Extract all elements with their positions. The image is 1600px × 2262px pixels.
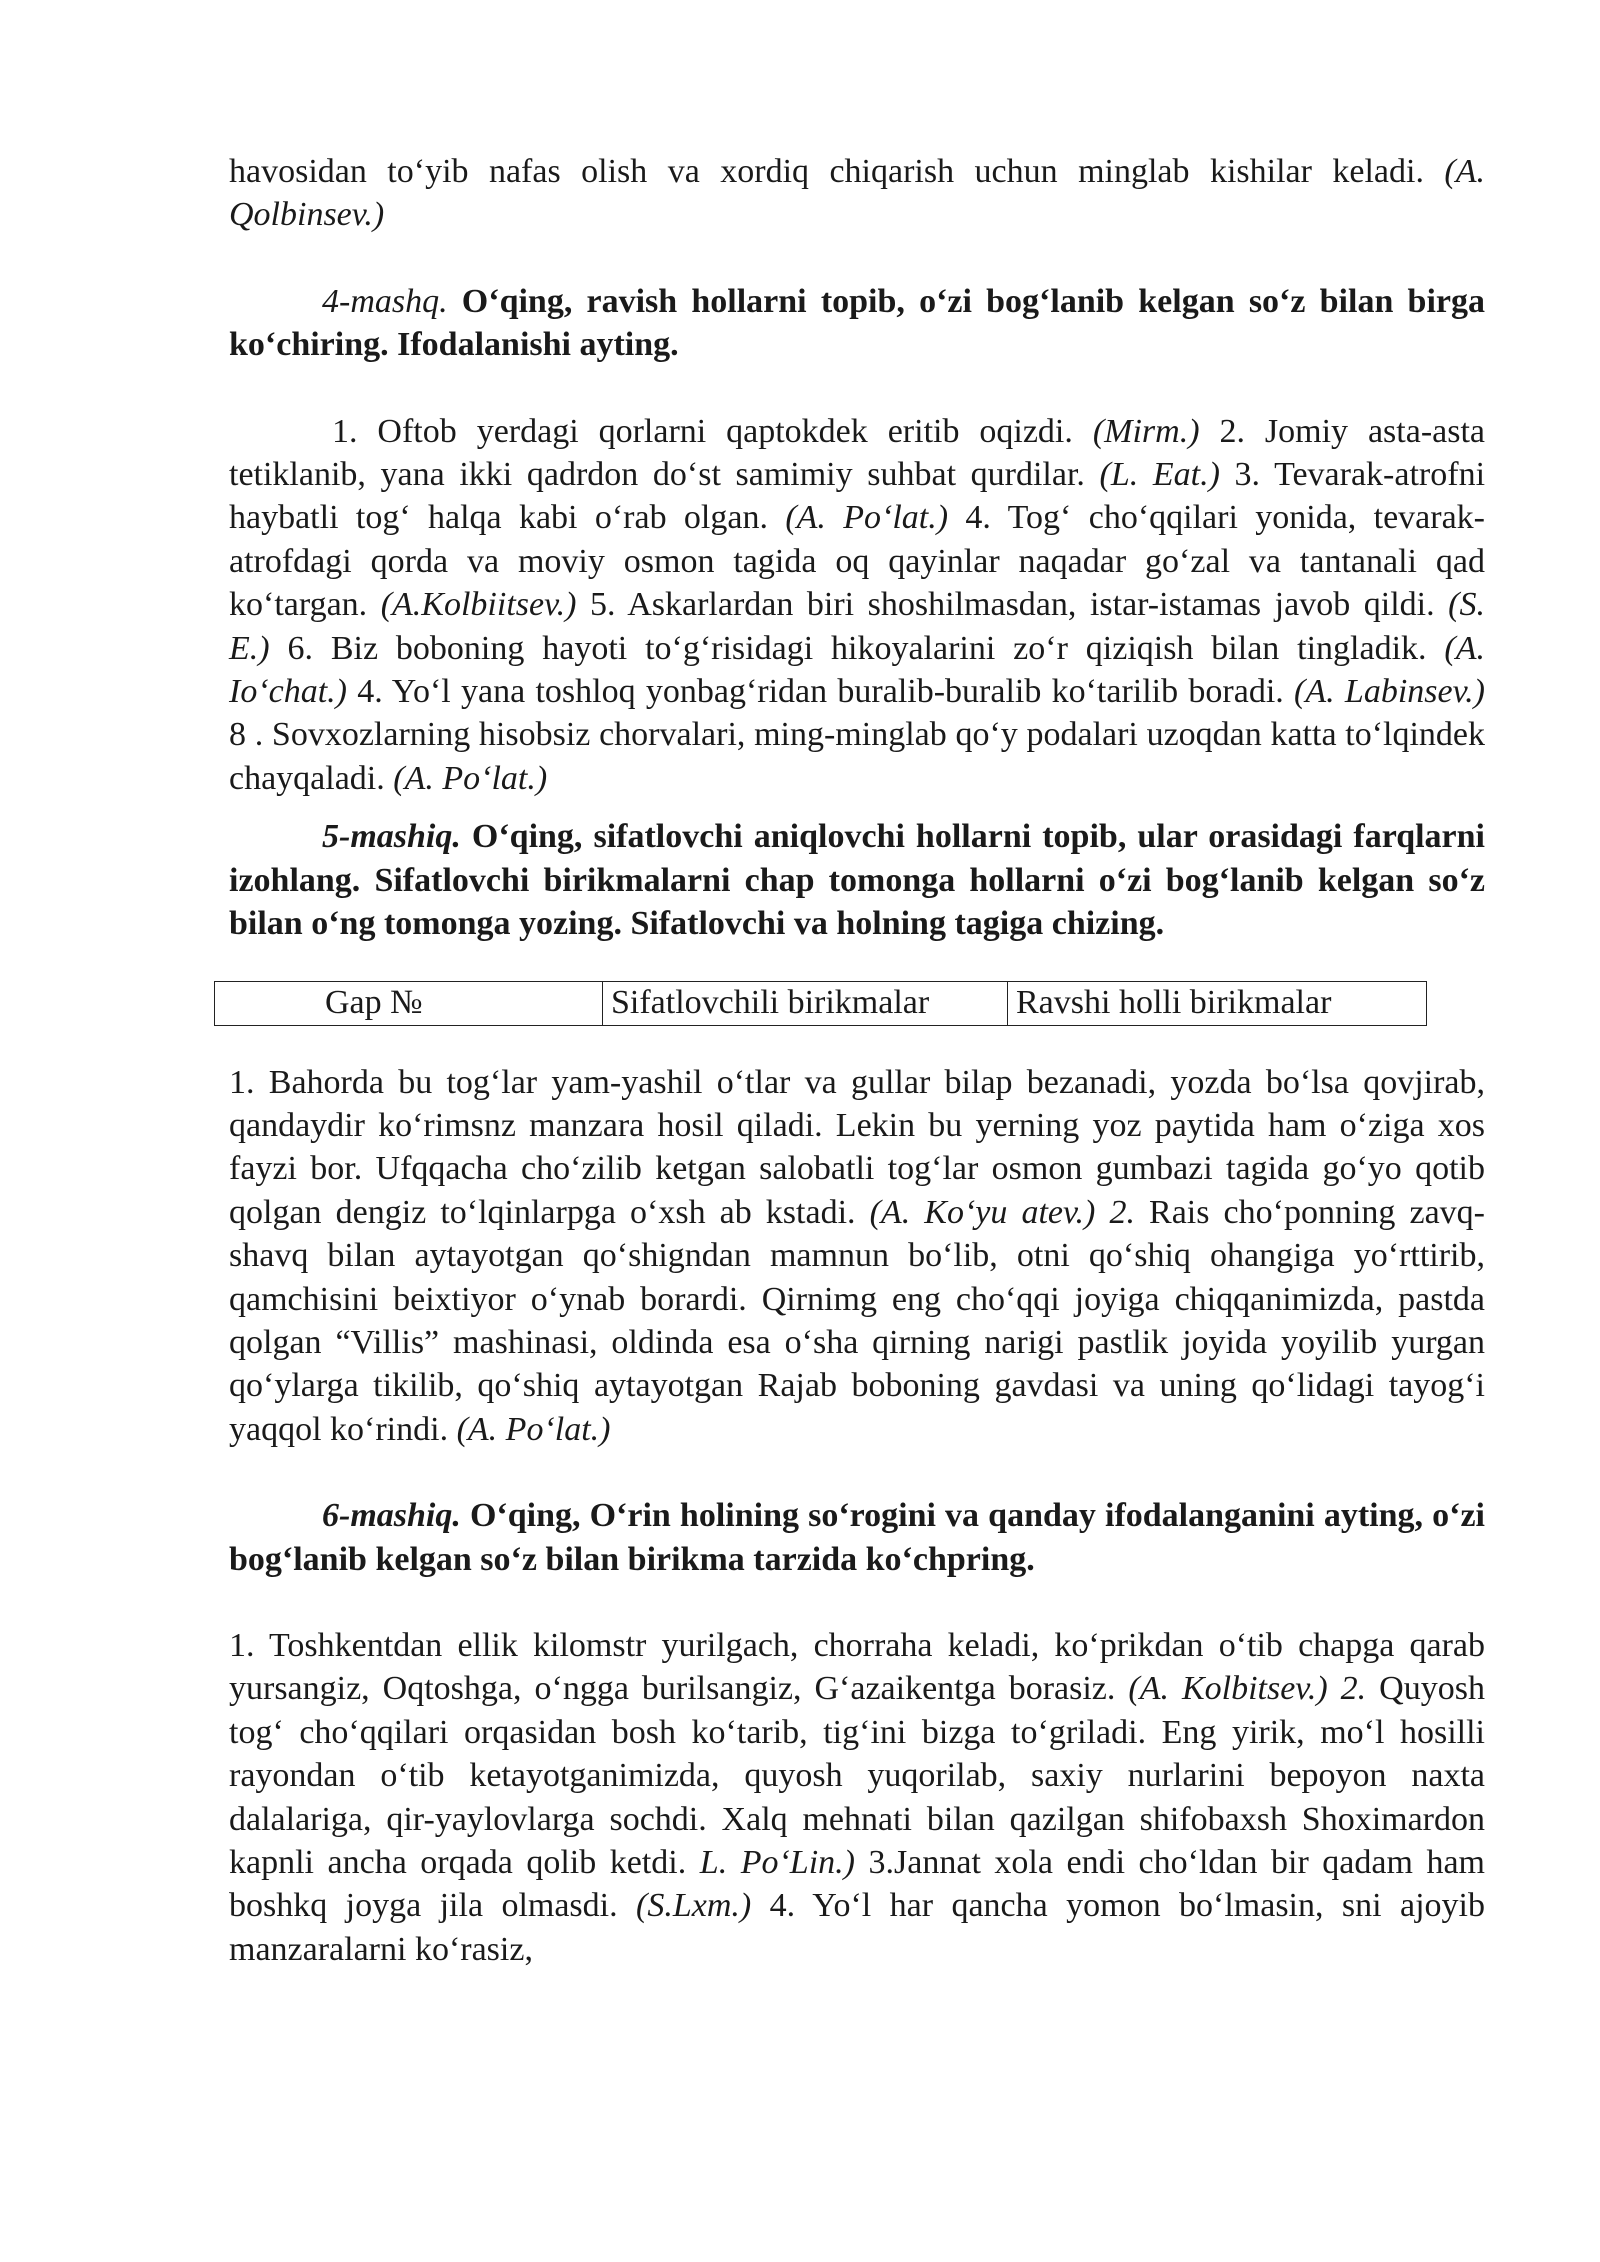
sentence-text: 5. Askarlardan biri shoshilmasdan, istar-istamas javob qildi.	[576, 586, 1449, 624]
sentence-source: (A.Kolbiitsev.)	[380, 586, 577, 624]
column-header-sifatlovchili: Sifatlovchili birikmalar	[603, 981, 1008, 1025]
sentence-source: (A. Po‘lat.)	[456, 1410, 611, 1448]
exercise-4-label: 4-mashq.	[322, 282, 448, 320]
exercise-4-text	[229, 410, 1485, 801]
exercise-4-instruction: O‘qing, ravish hollarni topib, o‘zi bog‘lanib kelgan so‘z bilan birga ko‘chiring. Ifodalanishi ayting.	[229, 282, 1485, 364]
exercise-6-text	[229, 1624, 1485, 1971]
table-header-row	[215, 981, 1427, 1025]
sentence-source: (A. Ko‘yu atev.) 2.	[869, 1193, 1135, 1231]
exercise-5-heading	[229, 815, 1485, 945]
sentence-source: (A. Po‘lat.)	[393, 759, 548, 797]
sentence-source: (Mirm.)	[1092, 412, 1200, 450]
intro-paragraph	[229, 150, 1485, 237]
intro-text: havosidan to‘yib nafas olish va xordiq chiqarish uchun minglab kishilar keladi.	[229, 153, 1445, 190]
sentence-text: 4. Tog‘ cho‘qqilari yonida, tevarak-atrofdagi qorda va moviy osmon tagida oq qayinlar naqadar go‘zal va tantanali qad ko‘targan.	[229, 499, 1485, 624]
sentence-text: 2. Jomiy asta-asta tetiklanib, yana ikki qadrdon do‘st samimiy suhbat qurdilar.	[229, 412, 1486, 494]
sentence-source: (S.Lxm.)	[636, 1887, 752, 1925]
sentence-text: 8 . Sovxozlarning hisobsiz chorvalari, ming-minglab qo‘y podalari uzoqdan katta to‘lqindek chayqaladi.	[229, 716, 1485, 797]
sentence-source: (S. E.)	[229, 586, 1485, 667]
sentence-text: 4. Yo‘l yana toshloq yonbag‘ridan buralib-buralib ko‘tarilib boradi.	[347, 673, 1295, 711]
sentence-text: 1. Bahorda bu tog‘lar yam-yashil o‘tlar va gullar bilap bezanadi, yozda bo‘lsa qovjirab, qandaydir ko‘rimsnz manzara hosil qiladi. Lekin bu yerning yoz paytida ham o‘ziga xos fayzi bor. Ufqqacha cho‘zilib ketgan salobatli tog‘lar osmon gumbazi tagida go‘yo qotib qolgan dengiz to‘lqinlarpga o‘xsh ab kstadi.	[229, 1063, 1485, 1231]
sentence-source: (A. Po‘lat.)	[785, 499, 949, 537]
exercise-6-instruction: O‘qing, O‘rin holining so‘rogini va qanday ifodalanganini ayting, o‘zi bog‘lanib kelgan so‘z bilan birikma tarzida ko‘chpring.	[229, 1497, 1485, 1578]
exercise-5-instruction: O‘qing, sifatlovchi aniqlovchi hollarni topib, ular orasidagi farqlarni izohlang. Sifatlovchi birikmalarni chap tomonga hollarni o‘zi bog‘lanib kelgan so‘z bilan o‘ng tomonga yozing. Sifatlovchi va holning tagiga chizing.	[229, 818, 1485, 943]
sentence-text: 1. Toshkentdan ellik kilomstr yurilgach, chorraha keladi, ko‘prikdan o‘tib chapga qarab yursangiz, Oqtoshga, o‘ngga burilsangiz, G‘azaikentga borasiz.	[229, 1626, 1485, 1708]
exercise-6-label: 6-mashiq.	[322, 1497, 461, 1535]
sentence-source: (L. Eat.)	[1099, 456, 1220, 494]
column-header-ravshi-holli: Ravshi holli birikmalar	[1008, 981, 1427, 1025]
sentence-text: 1. Oftob yerdagi qorlarni qaptokdek eritib oqizdi.	[332, 412, 1093, 450]
exercise-6-heading	[229, 1494, 1485, 1581]
exercise-5-label: 5-mashiq.	[322, 818, 461, 856]
sentence-source: (A. Kolbitsev.) 2.	[1128, 1670, 1367, 1708]
sentence-source: (A. Labinsev.)	[1294, 673, 1485, 711]
exercise-4-heading	[229, 280, 1485, 367]
sentence-text: 4. Yo‘l har qancha yomon bo‘lmasin, sni ajoyib manzaralarni ko‘rasiz,	[229, 1887, 1486, 1968]
sentence-text: Rais cho‘ponning zavq-shavq bilan aytayotgan qo‘shigndan mamnun bo‘lib, otni qo‘shiq ohangiga yo‘rttirib, qamchisini beixtiyor o‘ynab borardi. Qirnimg eng cho‘qqi joyiga chiqqanimizda, pastda qolgan “Villis” mashinasi, oldinda esa o‘sha qirning narigi pastlik joyida yoyilib yurgan qo‘ylarga tikilib, qo‘shiq aytayotgan Rajab boboning gavdasi va uning qo‘lidagi tayog‘i yaqqol ko‘rindi.	[229, 1193, 1485, 1448]
sentence-source: L. Po‘Lin.)	[699, 1844, 855, 1881]
intro-source: (A. Qolbinsev.)	[229, 153, 1485, 234]
document-page	[229, 150, 1485, 1971]
column-header-gap-number: Gap №	[215, 981, 603, 1025]
sentence-text: 3. Tevarak-atrofni haybatli tog‘ halqa kabi o‘rab olgan.	[229, 456, 1486, 537]
sentence-text: 3.Jannat xola endi cho‘ldan bir qadam ham boshkq joyga jila olmasdi.	[229, 1844, 1486, 1925]
sentence-text: Quyosh tog‘ cho‘qqilari orqasidan bosh ko‘tarib, tig‘ini bizga to‘griladi. Eng yirik, mo‘l hosilli rayondan o‘tib ketayotganimizda, quyosh yuqorilab, saxiy nurlarini bepoyon naxta dalalariga, qir-yaylovlarga sochdi. Xalq mehnati bilan qazilgan shifobaxsh Shoximardon kapnli ancha orqada qolib ketdi.	[229, 1670, 1485, 1881]
exercise-5-text	[229, 1061, 1485, 1452]
birikmalar-table	[214, 981, 1427, 1026]
sentence-text: 6. Biz boboning hayoti to‘g‘risidagi hikoyalarini zo‘r qiziqish bilan tingladik.	[269, 629, 1445, 667]
sentence-source: (A. Io‘chat.)	[229, 629, 1485, 711]
